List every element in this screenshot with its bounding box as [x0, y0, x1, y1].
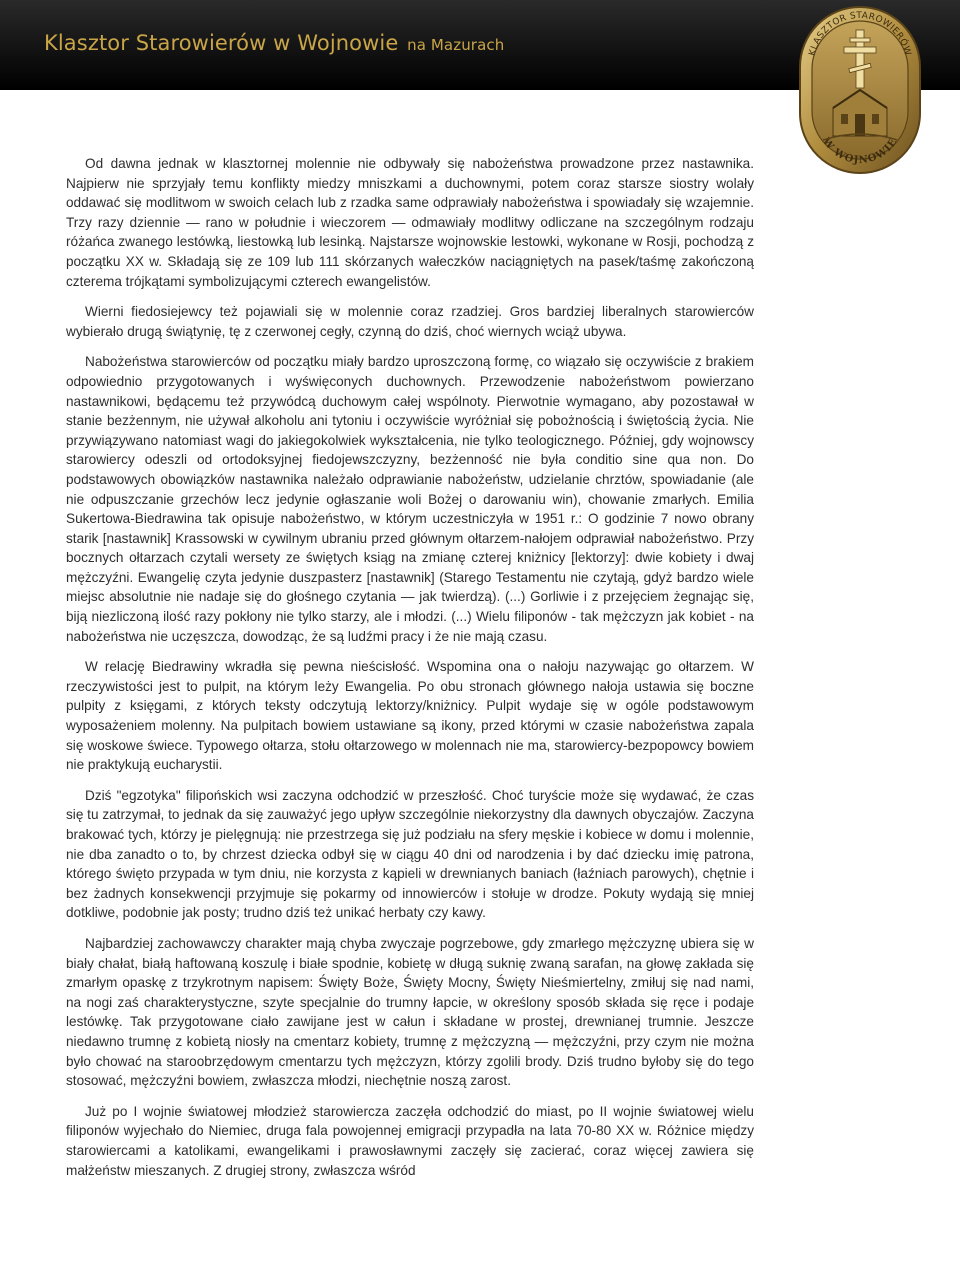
header-title	[44, 31, 504, 55]
article-paragraph-1: Od dawna jednak w klasztornej molennie nie odbywały się nabożeństwa prowadzone przez nastawnika. Najpierw nie sprzyjały temu konflikty miedzy mniszkami a duchownymi, potem coraz starsze siostry wolały oddawać się modlitwom w swoich celach lub z rzadka same odprawiały nabożeństwa i spowiadały się wzajemnie. Trzy razy dziennie — rano w południe i wieczorem — odmawiały modlitwy odliczane na szczególnym rodzaju różańca zwanego lestówką, liestowką lub lesinką. Najstarsze wojnowskie lestowki, wykonane w Rosji, pochodzą z początku XX w. Składają się ze 109 lub 111 skórzanych wałeczków naciągniętych na pasek/taśmę zakończoną czterema trójkątami symbolizującymi czterech ewangelistów.	[66, 156, 754, 289]
header-title-main: Klasztor Starowierów w Wojnowie	[44, 31, 399, 55]
article-paragraph-2: Wierni fiedosiejewcy też pojawiali się w molennie coraz rzadziej. Gros bardziej liberalnych starowierców wybierało drugą świątynię, tę z czerwonej cegły, czynną do dziś, choć wiernych wciąż ubywa.	[66, 304, 754, 339]
header-title-sub: na Mazurach	[407, 36, 505, 54]
emblem-top-text: KLASZTOR STAROWIERÓW	[807, 10, 913, 57]
article-paragraph-3: Nabożeństwa starowierców od początku miały bardzo uproszczoną formę, co wiązało się oczywiście z brakiem odpowiednio przygotowanych i wyświęconych duchownych. Przewodzenie nabożeństwom powierzano nastawnikowi, będącemu też przywódcą duchowym całej wspólnoty. Pierwotnie wymagano, aby pozostawał w stanie bezżennym, nie używał alkoholu ani tytoniu i oczywiście wyróżniał się pobożnością i świętością życia. Nie przywiązywano natomiast wagi do jakiegokolwiek wykształcenia, nie tylko teologicznego. Później, gdy wojnowscy starowiercy odeszli od ortodoksyjnej fiedojewszczyzny, bezżenność nie była conditio sine qua non. Do podstawowych obowiązków nastawnika należało odprawianie nabożeństw, udzielanie chrztów, spowiadanie (ale nie odpuszczanie grzechów lecz jedynie ogłaszanie woli Bożej o darowaniu win), chowanie zmarłych. Emilia Sukertowa-Biedrawina tak opisuje nabożeństwo, w którym uczestniczyła w 1951 r.: O godzinie 7 nowo obrany starik [nastawnik] Krassowski w cywilnym ubraniu przed głównym ołtarzem-nałojem odprawiał nabożeństwo. Przy bocznych ołtarzach czytali wersety ze świętych ksiąg na zmianę czterej kniżnicy [lektorzy]: dwie kobiety i dwaj mężczyźni. Ewangelię czyta jedynie duszpasterz [nastawnik] (Starego Testamentu nie czytają, gdyż bardzo wiele miejsc absolutnie nie nadaje się do głośnego czytania — jak twierdzą). (...) Gorliwie i z przejęciem żegnając się, biją niezliczoną ilość razy pokłony nie tylko starzy, ale i młodzi. (...) Wielu filiponów - tak mężczyzn jak kobiet - na nabożeństwa nie uczęszcza, dowodząc, że są ludźmi pracy i że nie mają czasu.	[66, 354, 754, 644]
article-paragraph-6: Najbardziej zachowawczy charakter mają chyba zwyczaje pogrzebowe, gdy zmarłego mężczyznę ubiera się w biały chałat, białą haftowaną koszulę i białe spodnie, kobietę w długą suknię zwaną sarafan, na głowę zakłada się zmarłym opaskę z trzykrotnym napisem: Święty Boże, Święty Mocny, Święty Nieśmiertelny, zmiłuj się nad nami, na nogi zaś charakterystyczne, szyte specjalnie do trumny łapcie, w określony sposób składa się ręce i podaje lestówkę. Tak przygotowane ciało zawijane jest w całun i składane w prostej, drewnianej trumnie. Jeszcze niedawno trumnę z kobietą niosły na cmentarz kobiety, trumnę z mężczyzną — mężczyźni, przy czym nie można było chować na staroobrzędowym cmentarzu tych mężczyzn, którzy zgolili brody. Dziś trudno byłoby się do tego stosować, mężczyźni bowiem, zwłaszcza młodzi, niechętnie noszą zarost.	[66, 935, 754, 1089]
article-paragraph-4: W relację Biedrawiny wkradła się pewna nieścisłość. Wspomina ona o nałoju nazywając go ołtarzem. W rzeczywistości jest to pulpit, na którym leży Ewangelia. Po obu stronach głównego nałoja ustawia się boczne pulpity z księgami, z których teksty odczytują lektorzy/kniżnicy. Pulpit wydaje się w ogóle podstawowym wyposażeniem molenny. Na pulpitach bowiem ustawiane są ikony, przed którymi w czasie nabożeństwa zapala się woskowe świece. Typowego ołtarza, stołu ołtarzowego w molennach nie ma, starowiercy-bezpopowcy bowiem nie praktykują eucharystii.	[66, 659, 754, 773]
article-paragraph-7: Już po I wojnie światowej młodzież starowiercza zaczęła odchodzić do miast, po II wojnie światowej wielu filiponów wyjechało do Niemiec, druga fala powojennej emigracji przypadła na lata 70-80 XX w. Różnice między starowiercami a katolikami, ewangelikami i prawosławnymi zaczęły się zacierać, coraz więcej zawiera się małżeństw mieszanych. Z drugiej strony, zwłaszcza wśród	[66, 1103, 754, 1178]
article-body	[66, 154, 754, 1191]
monastery-emblem-icon	[797, 4, 923, 176]
article-paragraph-5: Dziś "egzotyka" filipońskich wsi zaczyna odchodzić w przeszłość. Choć turyście może się wydawać, że czas się tu zatrzymał, to jednak da się zauważyć jego upływ szczególnie niekorzystny dla dawnych obyczajów. Zaczyna brakować tych, którzy je pielęgnują: nie przestrzega się już podziału na sfery męskie i kobiece w domu i molennie, nie dba zanadto o to, by chrzest dziecka odbył się w ciągu 40 dni od narodzenia i by dać dziecku imię patrona, którego święto przypada w tym dniu, nie korzysta z kąpieli w drewnianych baniach (łaźniach parowych), chętnie i bez żadnych konsekwencji przyjmuje się pokarmy od innowierców i stołuje w drodze. Pokuty wydają się mniej dotkliwe, podobnie jak posty; trudno dziś też unikać herbaty czy kawy.	[66, 787, 754, 921]
emblem-bottom-text: W WOJNOWIE	[820, 136, 900, 167]
